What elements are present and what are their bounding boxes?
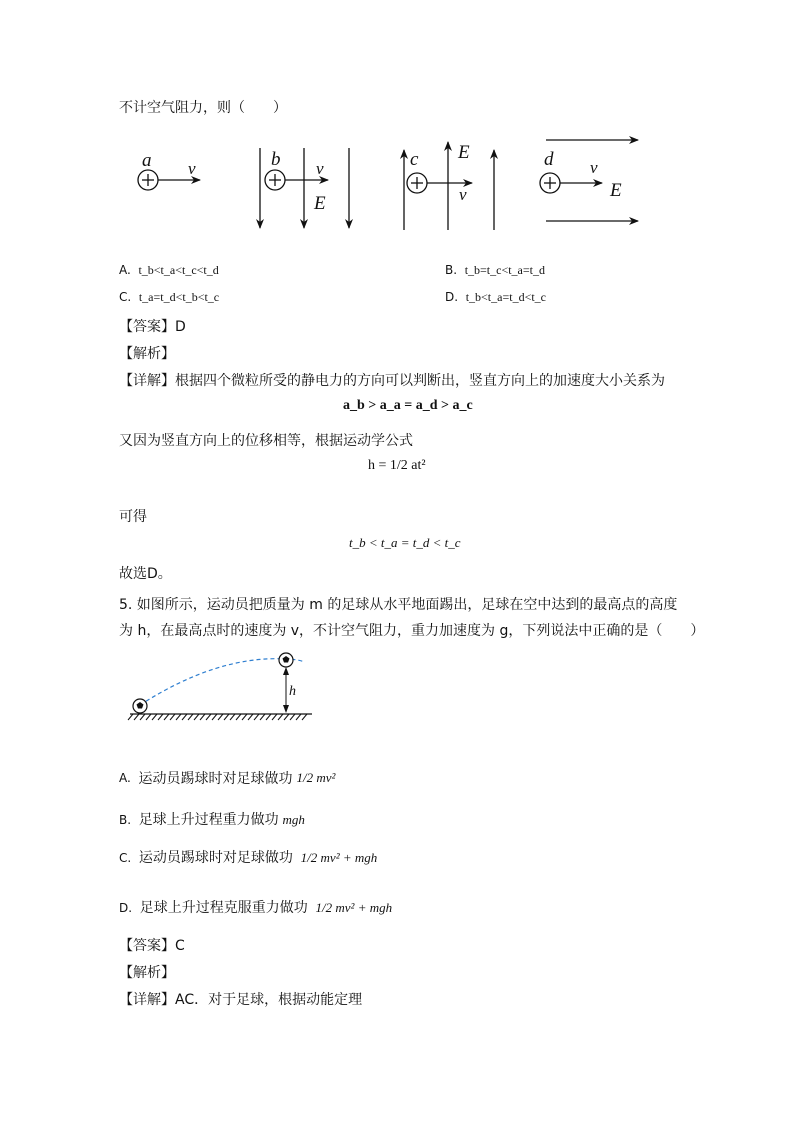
question-5-stem-line1: 5. 如图所示，运动员把质量为 m 的足球从水平地面踢出，足球在空中达到的最高点的高度 [119, 597, 678, 613]
option-text: t_b<t_a<t_c<t_d [138, 263, 219, 277]
conclusion-text: 故选D。 [119, 566, 172, 582]
label-E-d: E [610, 180, 622, 201]
formula: 1/2 mv² [296, 770, 336, 785]
q5-answer-label: 【答案】C [119, 938, 185, 954]
formula: 1/2 mv² + mgh [315, 900, 393, 915]
formula: 1/2 mv² + mgh [300, 850, 378, 865]
analysis-label: 【解析】 [119, 346, 175, 362]
label-v-d: v [590, 158, 598, 177]
option-c[interactable]: C. t_a=t_d<t_b<t_c [119, 290, 220, 304]
label-v-b: v [316, 159, 324, 178]
option-b[interactable]: B. t_b=t_c<t_a=t_d [445, 263, 545, 277]
label-E-b: E [314, 193, 326, 214]
equation-kinematics: h = 1/2 at² [368, 458, 426, 473]
label-a: a [142, 150, 152, 171]
option-text: t_a=t_d<t_b<t_c [138, 290, 220, 304]
ball-top [279, 653, 293, 667]
ground-hatch [128, 714, 307, 720]
question-5-stem-line2: 为 h，在最高点时的速度为 v，不计空气阻力，重力加速度为 g，下列说法中正确的是（ ） [119, 623, 705, 639]
answer-label: 【答案】D [119, 319, 186, 335]
question-stem-tail: 不计空气阻力，则（ ） [119, 100, 287, 116]
formula: mgh [282, 812, 305, 827]
label-c: c [410, 149, 419, 170]
trajectory-path [140, 659, 305, 705]
ball-start [133, 699, 147, 713]
label-d: d [544, 149, 554, 170]
equation-times: t_b < t_a = t_d < t_c [349, 535, 461, 550]
label-h: h [289, 684, 296, 699]
detail-text-3: 可得 [119, 509, 147, 525]
label-v-c: v [459, 185, 467, 204]
equation-accel: a_b > a_a = a_d > a_c [343, 398, 473, 413]
q5-detail-text: 【详解】AC．对于足球，根据动能定理 [119, 992, 363, 1008]
label-b: b [271, 149, 281, 170]
option-text: t_b=t_c<t_a=t_d [464, 263, 545, 277]
detail-text-2: 又因为竖直方向上的位移相等，根据运动学公式 [119, 433, 413, 449]
detail-text: 【详解】根据四个微粒所受的静电力的方向可以判断出，竖直方向上的加速度大小关系为 [119, 373, 665, 389]
q5-analysis-label: 【解析】 [119, 965, 175, 981]
q5-option-a[interactable]: A. 运动员踢球时对足球做功 1/2 mv² [119, 770, 336, 787]
label-v-a: v [188, 159, 196, 178]
q5-option-c[interactable]: C. 运动员踢球时对足球做功 1/2 mv² + mgh [119, 850, 378, 866]
q5-option-b[interactable]: B. 足球上升过程重力做功 mgh [119, 812, 305, 828]
q5-option-d[interactable]: D. 足球上升过程克服重力做功 1/2 mv² + mgh [119, 900, 393, 916]
label-E-c: E [458, 142, 470, 163]
option-d[interactable]: D. t_b<t_a=t_d<t_c [445, 290, 546, 304]
option-a[interactable]: A. t_b<t_a<t_c<t_d [119, 263, 219, 277]
option-text: t_b<t_a=t_d<t_c [465, 290, 546, 304]
